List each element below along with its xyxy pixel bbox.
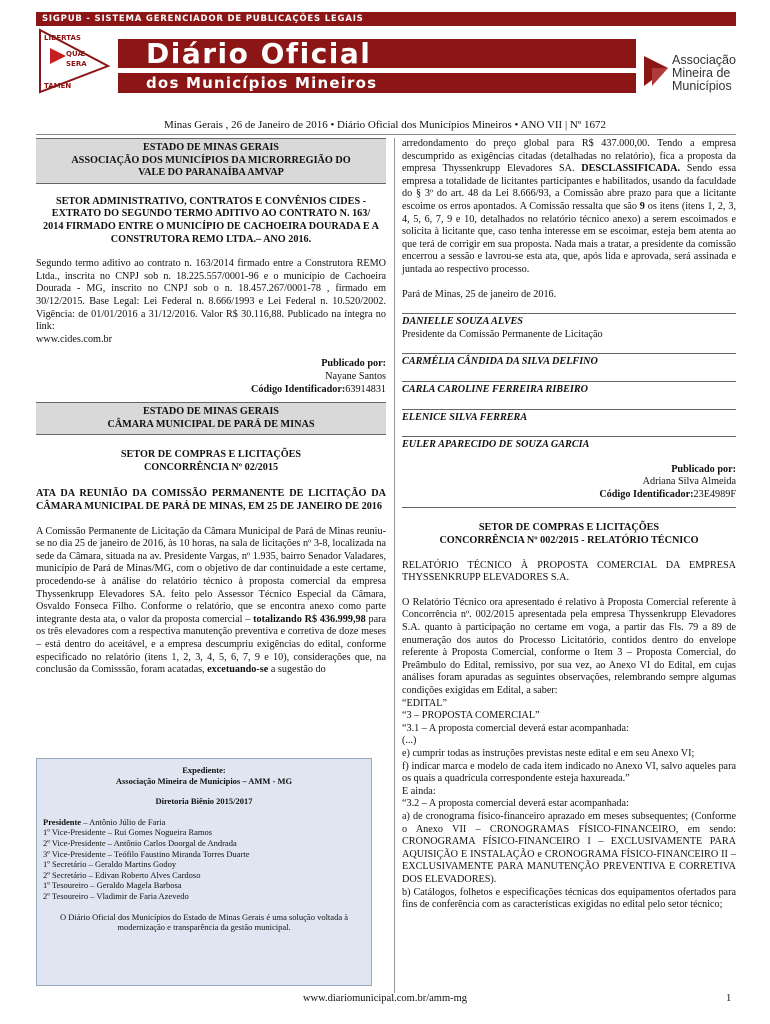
quote-line: a) de cronograma físico-financeiro aprazado em meses subsequentes; (Conforme o Anexo VII – CRONOGRAMAS FÍSICO-FINANCEIRO, em sendo: CRONOGRAMA FÍSICO-FINANCEIRO I – EXCLUSIVAMENTE PARA AQUISIÇÃO E INSTALAÇÃO e CRONOGRAMA FÍSICO-FINANCEIRO II – EXCLUSIVAMENTE PARA MANUTENÇÃO PREVENTIVA E CORRETIVA DOS ELEVADORES). (402, 810, 736, 885)
amm-expediente-box (36, 758, 372, 986)
identifier-code (402, 489, 736, 502)
contract-link[interactable]: www.cides.com.br (36, 333, 113, 345)
quote-line: E ainda: (402, 785, 436, 797)
expediente-title: Expediente: (182, 765, 226, 775)
expediente-board: Diretoria Biênio 2015/2017 (155, 796, 253, 807)
quote-line: “3.1 – A proposta comercial deverá estar acompanhada: (402, 722, 629, 734)
amm-line-3: Municípios (672, 79, 732, 93)
footer-url[interactable]: www.diariomunicipal.com.br/amm-mg (302, 993, 468, 1004)
column-divider (394, 138, 395, 993)
member-name: – Antônio Júlio de Faria (81, 816, 166, 827)
masthead-subtitle: dos Municípios Mineiros (146, 74, 378, 92)
ata-text: a sugestão do (268, 664, 326, 676)
dateline: Minas Gerais , 26 de Janeiro de 2016 • Diário Oficial dos Municípios Mineiros • ANO VII | Nº 1672 (163, 119, 607, 131)
items-count: 9 (639, 200, 645, 212)
amm-name (672, 54, 736, 93)
header-line: ESTADO DE MINAS GERAIS (143, 406, 279, 418)
board-member: 3º Vice-Presidente – Teófilo Faustino Miranda Torres Duarte (43, 848, 250, 859)
header-line: ASSOCIAÇÃO DOS MUNICÍPIOS DA MICRORREGIÃO DO (71, 154, 351, 166)
svg-text:TAMEN: TAMEN (44, 82, 72, 90)
identifier-code (36, 384, 386, 397)
svg-text:QUÆ: QUÆ (66, 50, 86, 58)
report-heading: RELATÓRIO TÉCNICO À PROPOSTA COMERCIAL DA EMPRESA THYSSENKRUPP ELEVADORES S.A. (402, 559, 736, 584)
page-number: 1 (726, 993, 732, 1004)
ata-title: ATA DA REUNIÃO DA COMISSÃO PERMANENTE DE LICITAÇÃO DA CÂMARA MUNICIPAL DE PARÁ DE MINAS, EM 25 DE JANEIRO DE 2016 (36, 488, 386, 513)
ata-text: A Comissão Permanente de Licitação da Câmara Municipal de Pará de Minas reuniu-se no dia 25 de janeiro de 2016, às 10 horas, na sala de licitações nº 3-8, localizada na sede da Câmara, situada na av. Presidente Vargas, nº 1.935, bairro Senador Valadares, município de Pará de Minas/MG, com o objetivo de dar continuidade a este certame, procedendo-se à análise do relatório técnico à proposta comercial da empresa Thyssenkrupp Elevadores SA. feito pelo Assessor Técnico Especial da Câmara, Osvaldo Fonseca Filho. Conforme o relatório, que se encontra anexo como parte integrante desta ata, o valor da proposta comercial – (36, 525, 386, 625)
board-member: 2º Secretário – Edivan Roberto Alves Cardoso (43, 869, 201, 880)
top-rule (36, 134, 736, 135)
place-date: Pará de Minas, 25 de janeiro de 2016. (402, 288, 557, 300)
identifier-value: 63914831 (345, 383, 386, 395)
signatory: EULER APARECIDO DE SOUZA GARCIA (402, 439, 590, 451)
ata-continuation (402, 138, 736, 277)
section-header-amvap (36, 138, 386, 184)
svg-text:SERA: SERA (66, 60, 87, 68)
contract-body: Segundo termo aditivo ao contrato n. 163/2014 firmado entre a Construtora REMO Ltda., inscrita no CNPJ sob n. 18.225.557/0001-96 e o município de Cachoeira Dourada - MG, inscrito no CNPJ sob o n. 18.457.267/0001-78 , firmado em 30/12/2015. Base Legal: Lei Federal n. 8.666/1993 e Lei Federal n. 10.520/2002. Vigência: de 01/01/2016 a 31/12/2016. Valor R$ 30.116,88. Publicado na íntegra no link: (36, 258, 386, 333)
quote-line: b) Catálogos, folhetos e especificações técnicas dos equipamentos ofertados para fins de conferência com as características exigidas no edital pelo setor técnico; (402, 886, 736, 911)
ata-text: Sendo essa empresa a totalidade de licitantes participantes e habilitados, usando da faculdade do § 3º do art. 48 da Lei 8.666/93, a Comissão abre prazo para que a licitante escoime os erros apontados. A Comissão ressalta que são (402, 163, 736, 212)
masthead (36, 26, 736, 122)
quote-line: “3 – PROPOSTA COMERCIAL” (402, 710, 540, 722)
sector-title: SETOR DE COMPRAS E LICITAÇÕES (478, 522, 660, 534)
sector-title: SETOR DE COMPRAS E LICITAÇÕES (120, 449, 302, 461)
board-member: 1º Tesoureiro – Geraldo Magela Barbosa (43, 880, 182, 891)
report-title: CONCORRÊNCIA Nº 002/2015 - RELATÓRIO TÉCNICO (439, 535, 699, 547)
ata-text: arredondamento do preço global para R$ 437.000,00. Tendo a empresa descumprido as exigências citadas (detalhadas no relatório), fica a proposta da empresa Thyssenkrupp Elevadores SA. (402, 138, 736, 175)
expediente-org: Associação Mineira de Municípios – AMM - MG (115, 775, 293, 786)
header-line: ESTADO DE MINAS GERAIS (143, 142, 279, 153)
quote-line: e) cumprir todas as instruções previstas neste edital e em seu Anexo VI; (402, 747, 695, 759)
published-by-name: Nayane Santos (325, 370, 386, 382)
ata-body (36, 526, 386, 677)
member-role: Presidente (43, 816, 82, 827)
minas-flag-logo (36, 26, 112, 96)
ata-text: os itens (itens 1, 2, 3, 4, 5, 6, 7, 9 e 10, detalhados no relatório técnico anexo) a serem escoimados e solicita à licitante que, caso tenha interesse em se escoimar, esteja bem atenta ao que terá de corrigir em sua proposta. Nada mais a tratar, a presidente da comissão encerrou a sessão e lavrou-se esta ata, que, após lida e aprovada, será assinada e juntada ao respectivo processo. (402, 200, 736, 275)
board-member (43, 817, 365, 828)
amm-line-2: Mineira de (672, 66, 731, 80)
publisher-bar: SIGPUB - SISTEMA GERENCIADOR DE PUBLICAÇÕES LEGAIS (36, 12, 736, 26)
left-column (36, 138, 386, 677)
board-member: 2º Tesoureiro – Vladimir de Faria Azevedo (43, 890, 189, 901)
board-member: 1º Secretário – Geraldo Martins Godoy (43, 859, 177, 870)
published-by-name: Adriana Silva Almeida (642, 476, 736, 488)
right-column (402, 138, 736, 912)
signatory-president: DANIELLE SOUZA ALVES (402, 316, 523, 328)
signatory: CARMÉLIA CÂNDIDA DA SILVA DELFINO (402, 356, 598, 368)
contract-title: SETOR ADMINISTRATIVO, CONTRATOS E CONVÊNIOS CIDES - EXTRATO DO SEGUNDO TERMO ADITIVO AO CONTRATO N. 163/ 2014 FIRMADO ENTRE O MUNICÍPIO DE CACHOEIRA DOURADA E A CONSTRUTORA REMO LTDA.– ANO 2016. (43, 195, 379, 245)
identifier-value: 23E4989F (693, 488, 736, 500)
header-line: VALE DO PARANAÍBA AMVAP (138, 167, 284, 179)
section-header-camara (36, 402, 386, 435)
board-member: 1º Vice-Presidente – Rui Gomes Nogueira Ramos (43, 827, 213, 838)
svg-text:LIBERTAS: LIBERTAS (44, 34, 81, 42)
signatory: CARLA CAROLINE FERREIRA RIBEIRO (402, 383, 588, 395)
quote-line: (...) (402, 735, 417, 747)
masthead-title: Diário Oficial (146, 37, 372, 70)
disqualified-label: DESCLASSIFICADA. (581, 163, 681, 175)
published-by-label: Publicado por: (671, 463, 736, 475)
amm-logo-icon (642, 54, 670, 88)
amm-line-1: Associação (672, 53, 736, 67)
concorrencia-title: CONCORRÊNCIA Nº 02/2015 (143, 461, 279, 473)
identifier-label: Código Identificador: (599, 488, 694, 500)
board-member: 2º Vice-Presidente – Antônio Carlos Doorgal de Andrada (43, 837, 237, 848)
quote-line: f) indicar marca e modelo de cada item indicado no Anexo VI, salvo aqueles para os quais a quadrícula correspondente esteja haxureada.” (402, 760, 736, 785)
published-by-label: Publicado por: (321, 358, 386, 370)
amm-note: O Diário Oficial dos Municípios do Estado de Minas Gerais é uma solução voltada à modernização e transparência da gestão municipal. (60, 911, 348, 933)
signatory-role: Presidente da Comissão Permanente de Licitação (402, 328, 603, 340)
ata-total: totalizando R$ 436.999,98 (253, 613, 366, 625)
ata-exception: excetuando-se (207, 664, 269, 676)
identifier-label: Código Identificador: (251, 383, 346, 395)
ata-text: para os três elevadores com a respectiva manutenção preventiva e corretiva de doze meses – está dentro do aceitável, e a empresa descumpriu exigências do edital, conforme especificado no relatório (itens 1, 2, 3, 4, 5, 6, 7, 9 e 10), considerações que, na conclusão da Comisssão, foram acatadas, (36, 613, 387, 676)
signatory: ELENICE SILVA FERRERA (402, 411, 528, 423)
report-body: O Relatório Técnico ora apresentado é relativo à Proposta Comercial referente à Concorrência nº. 002/2015 apresentada pela empresa Thyssenkrupp Elevadores S.A. quanto à participação no certame em voga, a partir das Fls. 79 a 89 de enumeração dos autos do Processo Licitatório, contidos dentro do envelope referente à Proposta Comercial, conforme o Item 3 – Proposta Comercial, do Preâmbulo do Edital, remissivo, por sua vez, ao Anexo VI do Edital, em cujas análises foram apuradas as seguintes observações, relembrando sempre algumas condições exigidas em Edital, a saber: (402, 596, 736, 696)
header-line: CÂMARA MUNICIPAL DE PARÁ DE MINAS (107, 418, 315, 430)
quote-line: “3.2 – A proposta comercial deverá estar acompanhada: (402, 798, 629, 810)
quote-line: “EDITAL” (402, 697, 448, 709)
